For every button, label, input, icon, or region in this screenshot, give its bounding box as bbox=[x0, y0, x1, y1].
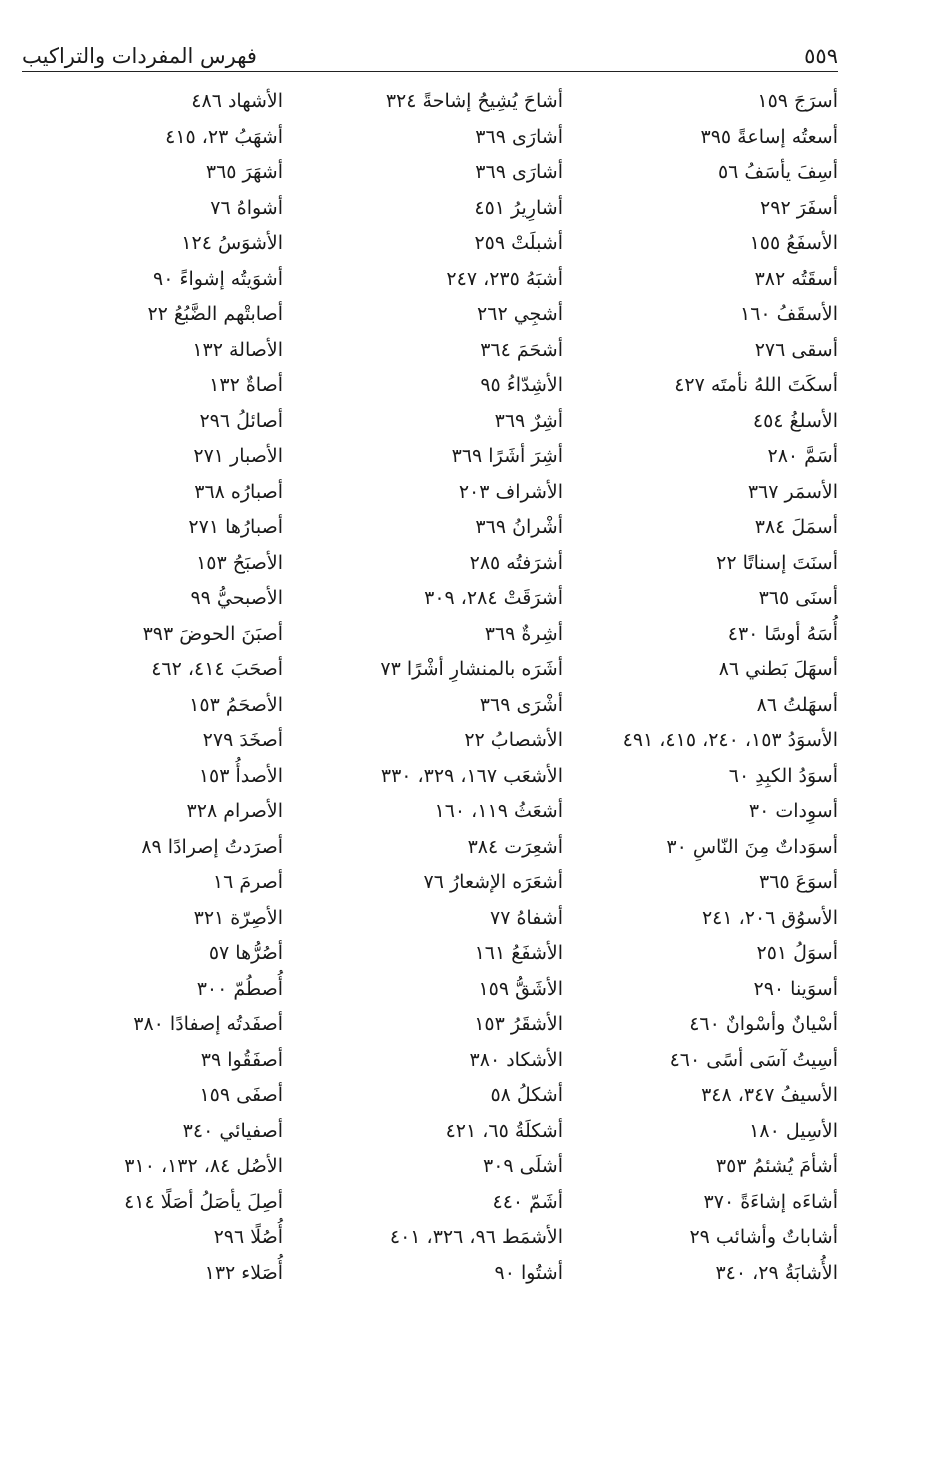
index-entry: أسِفَ يأسَفُ ٥٦ bbox=[717, 161, 838, 183]
index-entry: أُصَلاء ١٣٢ bbox=[204, 1261, 283, 1284]
index-entry: أصبَنَ الحوضَ ٣٩٣ bbox=[142, 622, 283, 645]
index-entry: أسوَدُ الكبِدِ ٦٠ bbox=[728, 764, 838, 787]
index-entry: أُسَهُ أوسًا ٤٣٠ bbox=[727, 622, 838, 645]
index-entry: الأسلغُ ٤٥٤ bbox=[752, 409, 838, 432]
index-entry: أشحَمَ ٣٦٤ bbox=[480, 338, 563, 361]
index-entry: الأشَقُّ ١٥٩ bbox=[478, 977, 563, 1000]
index-entry: الأصحَمُ ١٥٣ bbox=[189, 693, 283, 716]
index-column-middle bbox=[303, 84, 563, 1291]
index-entry: أسكَتَ اللهُ نأمتَه ٤٢٧ bbox=[674, 374, 838, 396]
index-entry: أشعِرَت ٣٨٤ bbox=[467, 835, 563, 858]
index-entry: الأسوُق ٢٠٦، ٢٤١ bbox=[701, 906, 838, 929]
index-entry: الأشصابُ ٢٢ bbox=[464, 729, 563, 751]
index-entry: أصفَى ١٥٩ bbox=[199, 1084, 283, 1106]
index-entry: أسوَلُ ٢٥١ bbox=[756, 942, 838, 964]
index-entry: الأصبَحُ ١٥٣ bbox=[196, 551, 283, 574]
index-entry: أصحَبَ ٤١٤، ٤٦٢ bbox=[151, 658, 283, 680]
index-entry: أُصطُمّ ٣٠٠ bbox=[196, 977, 283, 1000]
index-entry: أشهَبُ ٢٣، ٤١٥ bbox=[165, 125, 283, 148]
index-entry: أصخَدَ ٢٧٩ bbox=[202, 729, 283, 751]
index-entry: الأشعَب ١٦٧، ٣٢٩، ٣٣٠ bbox=[380, 764, 563, 787]
index-entry: أشَمّ ٤٤٠ bbox=[492, 1190, 563, 1213]
index-entry: الأشِدّاءُ ٩٥ bbox=[480, 374, 563, 396]
index-entry: الأصبحيُّ ٩٩ bbox=[190, 587, 283, 609]
index-entry: الأصُل ٨٤، ١٣٢، ٣١٠ bbox=[124, 1155, 283, 1177]
index-entry: أشارِيرُ ٤٥١ bbox=[474, 196, 563, 219]
index-entry: أسْيانٌ وأسْوانٌ ٤٦٠ bbox=[689, 1013, 838, 1035]
index-entry: أسهَلتُ ٨٦ bbox=[756, 693, 838, 716]
index-entry: أشوَيتُه إشواءً ٩٠ bbox=[153, 267, 283, 290]
index-entry: أسرَجَ ١٥٩ bbox=[757, 90, 838, 112]
index-entry: أشكلُ ٥٨ bbox=[490, 1084, 563, 1106]
index-entry: أشتُوا ٩٠ bbox=[494, 1261, 563, 1284]
index-entry: أشبَهُ ٢٣٥، ٢٤٧ bbox=[446, 267, 563, 290]
index-entry: أسمَلَ ٣٨٤ bbox=[754, 516, 838, 538]
index-entry: أشِرٌ ٣٦٩ bbox=[494, 409, 563, 432]
index-entry: أصابتْهم الضَّبُعُ ٢٢ bbox=[147, 303, 283, 325]
index-entry: أسفَرَ ٢٩٢ bbox=[760, 196, 838, 219]
index-entry: الأسيفُ ٣٤٧، ٣٤٨ bbox=[701, 1084, 838, 1106]
index-entry: الأصبار ٢٧١ bbox=[193, 445, 283, 467]
page-header bbox=[22, 36, 838, 70]
index-entry: الأسمَر ٣٦٧ bbox=[747, 480, 838, 503]
index-entry: أشارَى ٣٦٩ bbox=[475, 161, 563, 183]
index-entry: أشرَفتُه ٢٨٥ bbox=[469, 551, 563, 574]
index-entry: الأصالة ١٣٢ bbox=[192, 338, 283, 361]
index-entry: أسعتُه إساعةً ٣٩٥ bbox=[700, 125, 838, 148]
index-entry: أصِلَ يأصَلُ أصَلًا ٤١٤ bbox=[124, 1190, 283, 1213]
index-entry: أصائلُ ٢٩٦ bbox=[199, 409, 283, 432]
index-entry: أشفاهُ ٧٧ bbox=[489, 906, 563, 929]
index-entry: أشعَثُ ١١٩، ١٦٠ bbox=[434, 800, 563, 822]
index-entry: أسهَلَ بَطني ٨٦ bbox=[718, 658, 838, 680]
index-entry: أشعَرَه الإشعارُ ٧٦ bbox=[423, 871, 563, 893]
index-entry: الأشفَعُ ١٦١ bbox=[474, 942, 563, 964]
index-entry: الأسقَفُ ١٦٠ bbox=[740, 303, 838, 325]
index-column-left bbox=[33, 84, 283, 1291]
index-entry: الأصدأُ ١٥٣ bbox=[198, 764, 283, 787]
index-entry: أشَرَه بالمنشارِ أشْرًا ٧٣ bbox=[380, 658, 563, 680]
index-entry: أشِرَ أشَرًا ٣٦٩ bbox=[451, 445, 563, 467]
index-entry: الأشكاد ٣٨٠ bbox=[469, 1048, 563, 1071]
index-entry: أشِرةٌ ٣٦٩ bbox=[484, 622, 563, 645]
index-entry: أصبارُه ٣٦٨ bbox=[194, 480, 283, 503]
index-entry: أصرمَ ١٦ bbox=[212, 871, 283, 893]
index-entry: الأُشابَةُ ٢٩، ٣٤٠ bbox=[715, 1261, 838, 1284]
index-entry: أصُرُّها ٥٧ bbox=[208, 942, 283, 964]
index-entry: أشْرانُ ٣٦٩ bbox=[475, 516, 563, 538]
index-entry: أصفيائي ٣٤٠ bbox=[182, 1119, 283, 1142]
index-entry: الأصرام ٣٢٨ bbox=[186, 800, 283, 822]
index-entry: أسوَينا ٢٩٠ bbox=[753, 977, 838, 1000]
index-entry: الأشمَط ٩٦، ٣٢٦، ٤٠١ bbox=[389, 1226, 563, 1248]
index-entry: أصفَدتُه إصفادًا ٣٨٠ bbox=[133, 1013, 283, 1035]
index-entry: أصفَقُوا ٣٩ bbox=[200, 1048, 283, 1071]
index-entry: أسقى ٢٧٦ bbox=[754, 338, 838, 361]
index-entry: الأصِرّة ٣٢١ bbox=[193, 906, 283, 929]
index-entry: أسَمَّ ٢٨٠ bbox=[767, 445, 838, 467]
index-entry: أسوَعَ ٣٦٥ bbox=[758, 871, 838, 893]
index-entry: الأسفَعُ ١٥٥ bbox=[749, 232, 838, 254]
index-entry: أشاءَه إشاءَةً ٣٧٠ bbox=[703, 1190, 838, 1213]
index-entry: أصاةٌ ١٣٢ bbox=[209, 374, 283, 396]
index-entry: أسقَتُه ٣٨٢ bbox=[754, 267, 838, 290]
running-title: فهرس المفردات والتراكيب bbox=[22, 44, 257, 68]
index-columns bbox=[0, 84, 938, 1304]
index-entry: أشْرَى ٣٦٩ bbox=[479, 693, 563, 716]
index-entry: الأشراف ٢٠٣ bbox=[458, 480, 563, 503]
index-entry: أسنَى ٣٦٥ bbox=[758, 587, 838, 609]
index-entry: أسوِدات ٣٠ bbox=[748, 800, 838, 822]
index-entry: الأسِيل ١٨٠ bbox=[749, 1119, 838, 1142]
index-entry: أشواهُ ٧٦ bbox=[210, 196, 283, 219]
index-entry: أُصُلًا ٢٩٦ bbox=[213, 1226, 283, 1248]
index-entry: الأسوَدُ ١٥٣، ٢٤٠، ٤١٥، ٤٩١ bbox=[622, 729, 838, 751]
index-entry: الأشوَسُ ١٢٤ bbox=[181, 232, 283, 254]
page-number: ٥٥٩ bbox=[804, 44, 838, 68]
index-entry: أشهَرَ ٣٦٥ bbox=[205, 161, 283, 183]
index-entry: أشاباتٌ وأشائب ٢٩ bbox=[689, 1226, 838, 1248]
index-entry: أسنَتَ إسناتًا ٢٢ bbox=[716, 551, 838, 574]
index-column-right bbox=[548, 84, 838, 1291]
index-entry: أصرَدتُ إصرادًا ٨٩ bbox=[141, 835, 283, 858]
index-entry: أشأمَ يُشئمُ ٣٥٣ bbox=[715, 1155, 838, 1177]
index-entry: الأشقَرُ ١٥٣ bbox=[474, 1013, 563, 1035]
index-entry: أسِيتُ آسَى أسًى ٤٦٠ bbox=[669, 1048, 838, 1071]
index-entry: أشرَقَتْ ٢٨٤، ٣٠٩ bbox=[424, 587, 563, 609]
index-entry: أشارَى ٣٦٩ bbox=[475, 125, 563, 148]
index-entry: أشجِي ٢٦٢ bbox=[477, 303, 563, 325]
index-entry: أشبلَتْ ٢٥٩ bbox=[474, 232, 563, 254]
index-entry: أشلَى ٣٠٩ bbox=[483, 1155, 563, 1177]
index-entry: أسوَداتٌ مِنَ النّاسِ ٣٠ bbox=[666, 835, 838, 858]
index-entry: الأشهاد ٤٨٦ bbox=[191, 90, 283, 112]
index-entry: أصبارُها ٢٧١ bbox=[188, 516, 283, 538]
index-entry: أشاحَ يُشِيحُ إشاحةً ٣٢٤ bbox=[385, 90, 563, 112]
index-entry: أشكلَةُ ٦٥، ٤٢١ bbox=[445, 1119, 563, 1142]
header-divider bbox=[22, 71, 838, 72]
